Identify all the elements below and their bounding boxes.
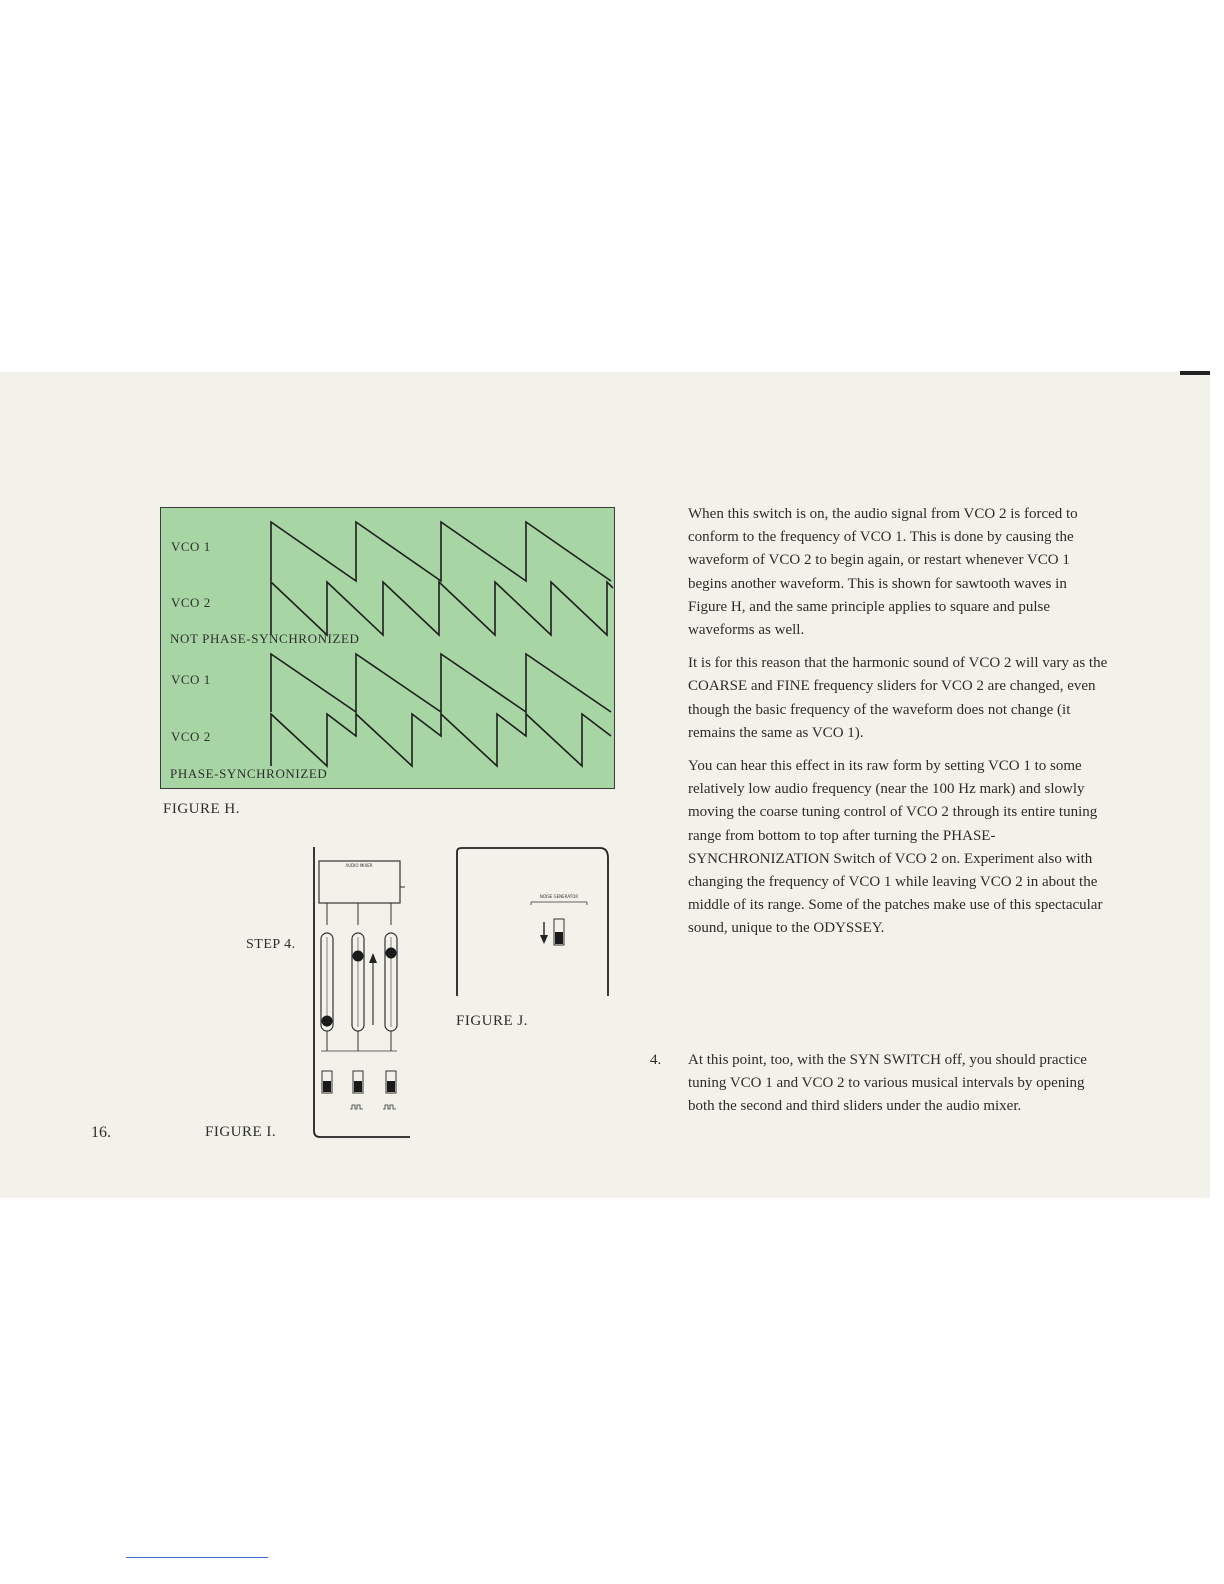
wave-vco1-synced [271,654,611,712]
wave-vco2-synced [271,714,611,766]
label-phase-synchronized: PHASE-SYNCHRONIZED [170,766,328,781]
wave-vco1-unsynced [271,522,611,581]
paragraph-2: It is for this reason that the harmonic sound of VCO 2 will vary as the COARSE and FINE frequency sliders for VCO 2 are changed, even though the basic frequency of the waveform does not change (it remains the same as VCO 1). [688,655,1108,741]
figure-j-noise-switch [455,846,611,998]
item-text: At this point, too, with the SYN SWITCH off, you should practice tuning VCO 1 and VCO 2 to various musical intervals by opening both the second and third sliders under the audio mixer. [688,1052,1087,1115]
label-vco1-unsynced: VCO 1 [171,539,211,554]
noise-switch-svg [455,846,611,998]
label-vco1-synced: VCO 1 [171,672,211,687]
paragraph-1: When this switch is on, the audio signal from VCO 2 is forced to conform to the frequency of VCO 1. This is done by causing the waveform of VCO 2 to begin again, or restart whenever VCO 1 begins another waveform. This is shown for sawtooth waves in Figure H, and the same principle applies to square and pulse waveforms as well. [688,506,1078,639]
bottom-rule [126,1557,268,1558]
audio-mixer-label: AUDIO MIXER [345,863,373,868]
label-vco2-synced: VCO 2 [171,729,211,744]
slider-knob-vco2 [386,948,397,959]
figure-i-slider-panel [305,845,415,1143]
figure-j-caption: FIGURE J. [456,1013,529,1029]
figure-i-caption: FIGURE I. [205,1124,277,1140]
slider-knob-vco1 [353,951,364,962]
slider-panel-svg [305,845,415,1143]
figure-h-waveform-diagram [160,507,615,789]
item-number: 4. [650,1052,662,1068]
page-number: 16. [91,1124,111,1141]
noise-generator-label: NOISE GENERATOR [539,894,579,899]
step-4-label: STEP 4. [246,937,296,952]
body-text-column [688,503,1108,951]
label-not-phase-synchronized: NOT PHASE-SYNCHRONIZED [170,631,360,646]
paragraph-3: You can hear this effect in its raw form by setting VCO 1 to some relatively low audio frequency (near the 100 Hz mark) and slowly moving the coarse tuning control of VCO 2 through its entire tuning range from bottom to top after turning the PHASE-SYNCHRONIZATION Switch of VCO 2 on. Experiment also with changing the frequency of VCO 1 while leaving VCO 2 in about the middle of its range. Some of the patches make use of this spectacular sound, unique to the ODYSSEY. [688,758,1103,937]
label-vco2-unsynced: VCO 2 [171,595,211,610]
wave-vco2-unsynced [271,582,613,635]
figure-h-caption: FIGURE H. [163,801,241,817]
slider-knob-noise [322,1016,333,1027]
page-edge-mark [1180,371,1210,375]
waveform-svg [161,508,616,790]
